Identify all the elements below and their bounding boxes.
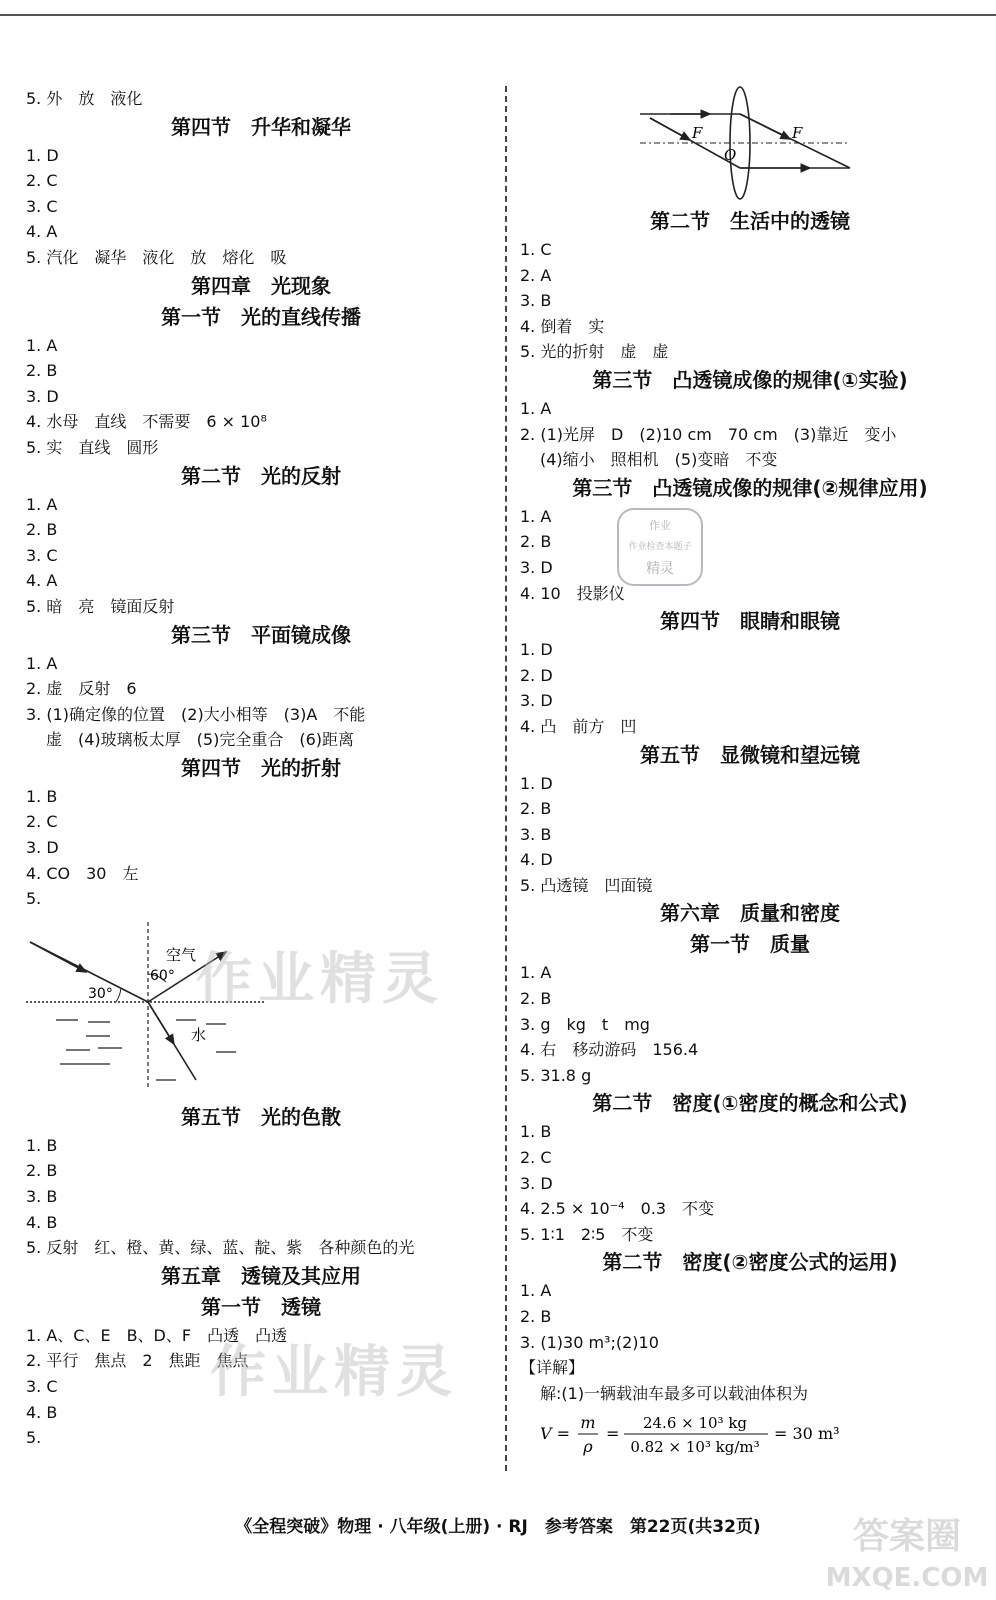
stamp-line2: 作业检查本题子 xyxy=(628,542,692,552)
answer-item: 4. 10 投影仪 xyxy=(520,583,625,603)
formula-equals: = xyxy=(606,1424,620,1444)
answer-item: 4. 右 移动游码 156.4 xyxy=(520,1040,699,1060)
answer-item: 5. xyxy=(26,1428,42,1448)
answer-item: 2. A xyxy=(520,265,552,285)
answer-item: 4. A xyxy=(26,222,58,242)
corner-logo-line2: MXQE.COM xyxy=(825,1563,989,1593)
answer-item: 2. B xyxy=(26,361,58,381)
section-heading: 第一节 质量 xyxy=(690,932,810,957)
formula-denominator-2: 0.82 × 10³ kg/m³ xyxy=(630,1438,760,1457)
answer-item: 1. D xyxy=(520,773,553,793)
answer-item: 1. B xyxy=(520,1122,552,1142)
watermark: 作业精灵 xyxy=(196,947,444,1012)
section-heading: 第三节 平面镜成像 xyxy=(171,622,351,647)
answer-item: 1. D xyxy=(26,145,59,165)
section-heading: 第五章 透镜及其应用 xyxy=(161,1263,361,1288)
corner-logo-line1: 答案圈 xyxy=(852,1516,962,1557)
answer-item: 3. D xyxy=(26,838,59,858)
answer-continuation: 虚 (4)玻璃板太厚 (5)完全重合 (6)距离 xyxy=(46,730,354,750)
answer-item: 4. 倒着 实 xyxy=(520,316,605,336)
stamp-line1: 作业 xyxy=(649,519,671,532)
answer-item: 5. xyxy=(26,889,42,909)
right-column xyxy=(520,86,980,1462)
section-heading: 第四节 眼睛和眼镜 xyxy=(660,609,840,634)
answer-item: 4. B xyxy=(26,1212,58,1232)
answer-item: 5. 凸透镜 凹面镜 xyxy=(520,875,653,895)
answer-item: 1. C xyxy=(520,240,552,259)
incidence-angle-label: 30° xyxy=(88,985,113,1002)
answer-item: 4. 凸 前方 凹 xyxy=(520,716,637,736)
answer-item: 3. (1)30 m³;(2)10 xyxy=(520,1332,659,1352)
answer-item: 【详解】 xyxy=(520,1358,585,1378)
answer-item: 1. A xyxy=(26,653,58,673)
answer-item: 5. 1∶1 2∶5 不变 xyxy=(520,1224,654,1244)
section-heading: 第二节 光的反射 xyxy=(181,463,341,488)
corner-logo xyxy=(822,1500,992,1596)
answer-item: 1. D xyxy=(520,640,553,660)
answer-item: 4. CO 30 左 xyxy=(26,863,139,883)
answer-item: 5. 光的折射 虚 虚 xyxy=(520,342,669,362)
answer-item: 5. 汽化 凝华 液化 放 熔化 吸 xyxy=(26,247,287,267)
answer-item: 2. B xyxy=(26,520,58,540)
answer-item: 1. B xyxy=(26,786,58,806)
answer-continuation: (4)缩小 照相机 (5)变暗 不变 xyxy=(540,450,778,470)
focus-left-label: F xyxy=(692,124,703,142)
column-divider xyxy=(505,86,507,1471)
answer-item: 3. B xyxy=(26,1187,58,1207)
formula-numerator-2: 24.6 × 10³ kg xyxy=(642,1414,748,1433)
answer-item: 5. 31.8 g xyxy=(520,1065,592,1085)
answer-item: 3. (1)确定像的位置 (2)大小相等 (3)A 不能 xyxy=(26,704,366,724)
answer-continuation: 解:(1)一辆载油车最多可以载油体积为 xyxy=(540,1383,809,1403)
answer-item: 5. 外 放 液化 xyxy=(26,89,143,108)
stamp-seal xyxy=(614,505,706,589)
answer-item: 4. 2.5 × 10⁻⁴ 0.3 不变 xyxy=(520,1199,715,1219)
section-heading: 第四节 升华和凝华 xyxy=(171,114,351,139)
answer-item: 4. 水母 直线 不需要 6 × 10⁸ xyxy=(26,412,267,432)
answer-item: 3. C xyxy=(26,196,58,216)
section-heading: 第三节 凸透镜成像的规律(①实验) xyxy=(592,367,908,392)
answer-item: 2. B xyxy=(520,989,552,1009)
answer-item: 2. B xyxy=(520,532,552,552)
answer-item: 2. B xyxy=(520,799,552,819)
answer-item: 2. 虚 反射 6 xyxy=(26,679,137,699)
answer-item: 2. D xyxy=(520,665,553,685)
section-heading: 第一节 透镜 xyxy=(201,1294,321,1319)
answer-item: 4. A xyxy=(26,571,58,591)
answer-item: 1. A xyxy=(520,398,552,418)
answer-item: 3. g kg t mg xyxy=(520,1014,650,1034)
answer-item: 1. A xyxy=(26,335,58,355)
focus-right-label: F xyxy=(792,124,803,142)
answer-item: 2. C xyxy=(520,1148,552,1168)
lens-center-label: O xyxy=(724,146,737,164)
section-heading: 第四节 光的折射 xyxy=(181,755,341,780)
answer-item: 2. 平行 焦点 2 焦距 焦点 xyxy=(26,1351,249,1371)
section-heading: 第五节 显微镜和望远镜 xyxy=(640,742,860,767)
stamp-line3: 精灵 xyxy=(646,561,674,577)
watermark: 作业精灵 xyxy=(210,1340,458,1405)
left-column xyxy=(26,86,496,1451)
answer-item: 1. A xyxy=(26,494,58,514)
formula-lhs: V = xyxy=(540,1424,571,1444)
answer-item: 3. C xyxy=(26,545,58,565)
answer-item: 3. D xyxy=(520,691,553,711)
answer-item: 3. C xyxy=(26,1377,58,1396)
answer-item: 2. B xyxy=(26,1161,58,1181)
answer-item: 3. B xyxy=(520,291,552,311)
answer-item: 1. A、C、E B、D、F 凸透 凸透 xyxy=(26,1325,288,1345)
answer-item: 1. A xyxy=(520,506,552,526)
answer-item: 4. B xyxy=(26,1402,58,1422)
section-heading: 第二节 密度(①密度的概念和公式) xyxy=(592,1091,908,1116)
section-heading: 第一节 光的直线传播 xyxy=(161,304,361,329)
answer-item: 5. 暗 亮 镜面反射 xyxy=(26,596,175,616)
section-heading: 第五节 光的色散 xyxy=(181,1104,341,1129)
answer-item: 5. 实 直线 圆形 xyxy=(26,437,159,457)
page-footer: 《全程突破》物理 · 八年级(上册) · RJ 参考答案 第22页(共32页) xyxy=(235,1517,761,1537)
section-heading: 第六章 质量和密度 xyxy=(660,901,840,926)
top-rule xyxy=(0,14,996,16)
answer-item: 3. B xyxy=(520,824,552,844)
section-heading: 第二节 密度(②密度公式的运用) xyxy=(602,1250,898,1275)
formula-numerator-1: m xyxy=(580,1413,596,1433)
answer-item: 2. C xyxy=(26,812,58,832)
refraction-angle-label: 60° xyxy=(150,967,175,984)
section-heading: 第二节 生活中的透镜 xyxy=(650,209,850,233)
density-formula xyxy=(520,1406,980,1462)
answer-item: 3. D xyxy=(26,386,59,406)
water-label: 水 xyxy=(191,1025,207,1044)
formula-denominator-1: ρ xyxy=(583,1437,593,1457)
answer-item: 3. D xyxy=(520,557,553,577)
section-heading: 第三节 凸透镜成像的规律(②规律应用) xyxy=(572,475,928,500)
answer-item: 5. 反射 红、橙、黄、绿、蓝、靛、紫 各种颜色的光 xyxy=(26,1238,415,1258)
formula-result: = 30 m³ xyxy=(774,1424,840,1444)
air-label: 空气 xyxy=(166,945,197,964)
section-heading: 第四章 光现象 xyxy=(191,273,331,298)
answer-item: 2. (1)光屏 D (2)10 cm 70 cm (3)靠近 变小 xyxy=(520,424,897,444)
answer-item: 1. A xyxy=(520,1281,552,1301)
answer-item: 2. B xyxy=(520,1307,552,1326)
answer-item: 3. D xyxy=(520,1173,553,1193)
answer-item: 1. A xyxy=(520,963,552,983)
answer-item: 1. B xyxy=(26,1135,58,1155)
lens-diagram xyxy=(520,86,980,206)
answer-item: 2. C xyxy=(26,171,58,191)
answer-item: 4. D xyxy=(520,850,553,870)
